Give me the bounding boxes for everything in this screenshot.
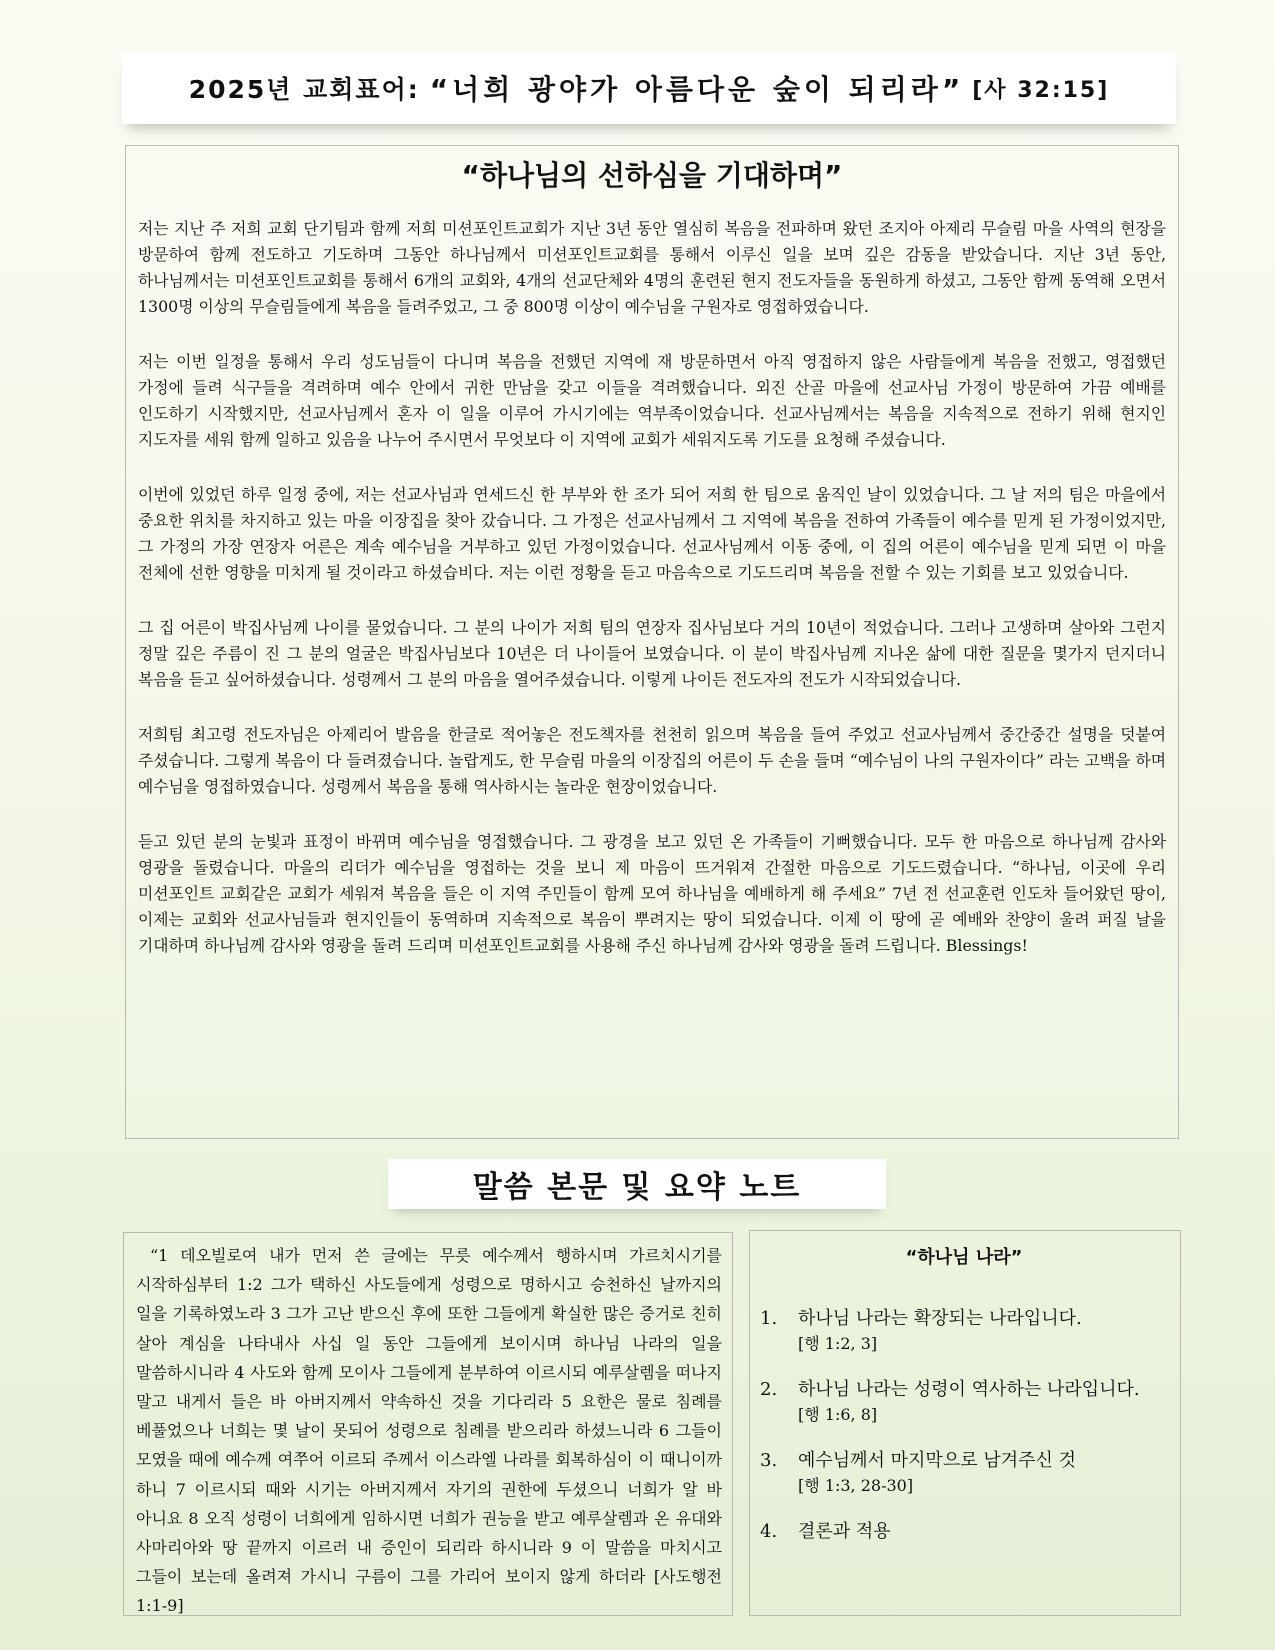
motto-reference: [사 32:15] xyxy=(972,77,1110,103)
letter-title: “하나님의 선하심을 기대하며” xyxy=(461,159,843,192)
letter-paragraph: 저는 지난 주 저희 교회 단기팀과 함께 저희 미션포인트교회가 지난 3년 동안 열심히 복음을 전파하며 왔던 조지아 아제리 무슬림 마을 사역의 현장을 방문하여 함께 전도하고 기도하며 그동안 하나님께서 미션포인트교회를 통해서 이루신 일을 보며 깊은 감동을 받았습니다. 지난 3년 동안, 하나님께서는 미션포인트교회를 통해서 6개의 교회와, 4개의 선교단체와 4명의 훈련된 현지 전도자들을 동원하게 하셨고, 그동안 함께 동역해 오면서 1300명 이상의 무슬림들에게 복음을 들려주었고, 그 중 800명 이상이 예수님을 구원자로 영접하였습니다. xyxy=(138,219,1166,316)
notes-item-body xyxy=(798,1518,1168,1545)
sermon-notes xyxy=(749,1230,1181,1616)
letter-paragraph: 듣고 있던 분의 눈빛과 표정이 바뀌며 예수님을 영접했습니다. 그 광경을 보고 있던 온 가족들이 기뻐했습니다. 모두 한 마음으로 하나님께 감사와 영광을 돌렸습니다. 마을의 리더가 예수님을 영접하는 것을 보니 제 마음이 뜨거워져 간절한 마음으로 기도드렸습니다. “하나님, 이곳에 우리 미션포인트 교회같은 교회가 세워져 복음을 들은 이 지역 주민들이 함께 모여 하나님을 예배하게 해 주세요” 7년 전 선교훈련 인도차 들어왔던 땅이, 이제는 교회와 선교사님들과 현지인들이 동역하며 지속적으로 복음이 뿌려지는 땅이 되었습니다. 이제 이 땅에 곧 예배와 찬양이 울려 퍼질 날을 기대하며 하나님께 감사와 영광을 돌려 드리며 미션포인트교회를 사용해 주신 하나님께 감사와 영광을 돌려 드립니다. Blessings! xyxy=(138,832,1166,955)
church-motto-banner xyxy=(122,52,1176,124)
notes-item-number: 2. xyxy=(760,1379,778,1400)
notes-item-number: 1. xyxy=(760,1308,778,1329)
notes-item-body xyxy=(798,1305,1168,1356)
notes-item-text: 하나님 나라는 성령이 역사하는 나라입니다. xyxy=(798,1379,1140,1400)
notes-item xyxy=(760,1305,1168,1356)
notes-item-number: 3. xyxy=(760,1450,778,1471)
notes-item-text: 하나님 나라는 확장되는 나라입니다. xyxy=(798,1308,1082,1329)
notes-item xyxy=(760,1447,1168,1498)
letter-paragraph: 이번에 있었던 하루 일정 중에, 저는 선교사님과 연세드신 한 부부와 한 조가 되어 저희 한 팀으로 움직인 날이 있었습니다. 그 날 저의 팀은 마을에서 중요한 위치를 차지하고 있는 마을 이장집을 찾아 갔습니다. 그 가정은 선교사님께서 그 지역에 복음을 전하여 가족들이 예수를 믿게 된 가정이었지만, 그 가정의 가장 연장자 어른은 계속 예수님을 거부하고 있던 가정이었습니다. 선교사님께서 이동 중에, 이 집의 어른이 예수님을 믿게 되면 이 마을 전체에 선한 영향을 미치게 될 것이라고 하셨습비다. 저는 이런 정황을 듣고 마음속으로 기도드리며 복음을 전할 수 있는 기회를 보고 있었습니다. xyxy=(138,485,1166,582)
scripture-text: “1 데오빌로여 내가 먼저 쓴 글에는 무릇 예수께서 행하시며 가르치시기를 시작하심부터 1:2 그가 택하신 사도들에게 성령으로 명하시고 승천하신 날까지의 일을 기록하였노라 3 그가 고난 받으신 후에 또한 그들에게 확실한 많은 증거로 친히 살아 계심을 나타내사 사십 일 동안 그들에게 보이시며 하나님 나라의 일을 말씀하시니라 4 사도와 함께 모이사 그들에게 분부하여 이르시되 예루살렘을 떠나지 말고 내게서 들은 바 아버지께서 약속하신 것을 기다리라 5 요한은 물로 침례를 베풀었으나 너희는 몇 날이 못되어 성령으로 침례를 받으리라 하셨느니라 6 그들이 모였을 때에 예수께 여쭈어 이르되 주께서 이스라엘 나라를 회복하심이 이 때니이까 하니 7 이르시되 때와 시기는 아버지께서 자기의 권한에 두셨으니 너희가 알 바 아니요 8 오직 성령이 너희에게 임하시면 너희가 권능을 받고 예루살렘과 온 유대와 사마리아와 땅 끝까지 이르러 내 증인이 되리라 하시니라 9 이 말씀을 마치시고 그들이 보는데 올려져 가시니 구름이 그를 가리어 보이지 않게 하더라 [사도행전 1:1-9] xyxy=(136,1246,722,1616)
letter-paragraph: 저희팀 최고령 전도자님은 아제리어 발음을 한글로 적어놓은 전도책자를 천천히 읽으며 복음을 들여 주었고 선교사님께서 중간중간 설명을 덧붙여 주셨습니다. 그렇게 복음이 다 들려졌습니다. 놀랍게도, 한 무슬림 마을의 이장집의 어른이 두 손을 들며 “예수님이 나의 구원자이다” 라는 고백을 하며 예수님을 영접하였습니다. 성령께서 복음을 통해 역사하시는 놀라운 현장이었습니다. xyxy=(138,725,1166,796)
motto-text: “너희 광야가 아름다운 숲이 되리라” xyxy=(429,73,965,106)
notes-item xyxy=(760,1518,1168,1545)
letter-paragraph: 그 집 어른이 박집사님께 나이를 물었습니다. 그 분의 나이가 저희 팀의 연장자 집사님보다 거의 10년이 적었습니다. 그러나 고생하며 살아와 그런지 정말 깊은 주름이 진 그 분의 얼굴은 박집사님보다 10년은 더 나이들어 보였습니다. 이 분이 박집사님께 지나온 삶에 대한 질문을 몇가지 던지더니 복음을 듣고 싶어하셨습니다. 성령께서 그 분의 마음을 열어주셨습니다. 이렇게 나이든 전도자의 전도가 시작되었습니다. xyxy=(138,618,1166,689)
notes-list xyxy=(760,1305,1168,1545)
pastor-letter xyxy=(125,145,1179,1139)
notes-item-number: 4. xyxy=(760,1521,778,1542)
scripture-passage xyxy=(123,1232,733,1616)
notes-item-text: 예수님께서 마지막으로 남겨주신 것 xyxy=(798,1450,1076,1471)
notes-item-body xyxy=(798,1447,1168,1498)
notes-title: “하나님 나라” xyxy=(905,1247,1023,1268)
notes-item-text: 결론과 적용 xyxy=(798,1521,891,1542)
notes-item-reference: [행 1:3, 28-30] xyxy=(798,1476,914,1495)
notes-item-reference: [행 1:6, 8] xyxy=(798,1405,878,1424)
notes-item-body xyxy=(798,1376,1168,1427)
section-heading: 말씀 본문 및 요약 노트 xyxy=(388,1159,886,1209)
notes-item xyxy=(760,1376,1168,1427)
motto-label: 2025년 교회표어: xyxy=(188,75,420,104)
letter-paragraph: 저는 이번 일정을 통해서 우리 성도님들이 다니며 복음을 전했던 지역에 재 방문하면서 아직 영접하지 않은 사람들에게 복음을 전했고, 영접했던 가정에 들려 식구들을 격려하며 예수 안에서 귀한 만남을 갖고 이들을 격려했습니다. 외진 산골 마을에 선교사님 가정이 방문하여 가끔 예배를 인도하기 시작했지만, 선교사님께서 혼자 이 일을 이루어 가시기에는 역부족이었습니다. 선교사님께서는 복음을 지속적으로 전하기 위해 현지인 지도자를 세워 함께 일하고 있음을 나누어 주시면서 무엇보다 이 지역에 교회가 세워지도록 기도를 요청해 주셨습니다. xyxy=(138,352,1166,449)
notes-item-reference: [행 1:2, 3] xyxy=(798,1334,878,1353)
